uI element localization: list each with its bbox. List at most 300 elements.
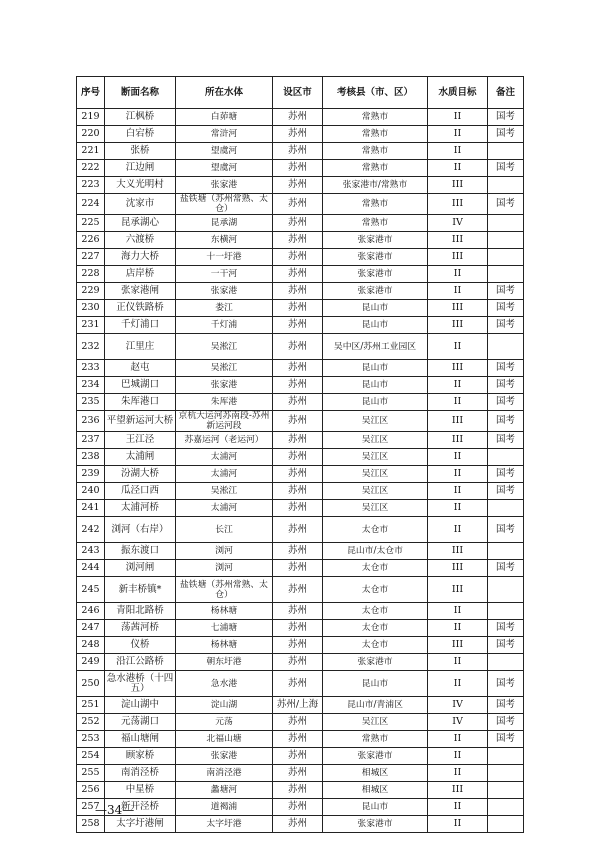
cell-county: 张家港市 xyxy=(323,283,428,300)
table-row xyxy=(77,143,524,160)
cell-note: 国考 xyxy=(488,432,524,449)
cell-city: 苏州 xyxy=(273,143,323,160)
cell-city: 苏州 xyxy=(273,215,323,232)
cell-county: 昆山市 xyxy=(323,360,428,377)
cell-section-name: 振东渡口 xyxy=(105,543,176,560)
cell-county: 昆山市 xyxy=(323,300,428,317)
table-row xyxy=(77,731,524,748)
cell-water-body: 朝东圩港 xyxy=(176,654,273,671)
cell-quality-target: III xyxy=(428,194,488,215)
cell-no: 220 xyxy=(77,126,105,143)
cell-county: 太仓市 xyxy=(323,577,428,603)
cell-quality-target: II xyxy=(428,671,488,697)
cell-quality-target: II xyxy=(428,483,488,500)
cell-no: 231 xyxy=(77,317,105,334)
cell-water-body: 太浦河 xyxy=(176,466,273,483)
cell-water-body: 张家港 xyxy=(176,283,273,300)
cell-no: 255 xyxy=(77,765,105,782)
cell-quality-target: II xyxy=(428,731,488,748)
cell-county: 吴江区 xyxy=(323,466,428,483)
cell-water-body: 北福山塘 xyxy=(176,731,273,748)
cell-section-name: 新开泾桥 xyxy=(105,799,176,816)
cell-city: 苏州 xyxy=(273,782,323,799)
cell-quality-target: II xyxy=(428,334,488,360)
cell-water-body: 娄江 xyxy=(176,300,273,317)
table-row xyxy=(77,194,524,215)
cell-no: 256 xyxy=(77,782,105,799)
cell-note xyxy=(488,232,524,249)
page-number: —34— xyxy=(95,803,135,817)
cell-no: 237 xyxy=(77,432,105,449)
cell-quality-target: II xyxy=(428,126,488,143)
cell-city: 苏州 xyxy=(273,816,323,833)
cell-no: 247 xyxy=(77,620,105,637)
cell-county: 吴江区 xyxy=(323,432,428,449)
table-row xyxy=(77,432,524,449)
cell-water-body: 一干河 xyxy=(176,266,273,283)
cell-note: 国考 xyxy=(488,411,524,432)
cell-note xyxy=(488,816,524,833)
cell-water-body: 七浦塘 xyxy=(176,620,273,637)
cell-water-body: 昆承湖 xyxy=(176,215,273,232)
cell-no: 245 xyxy=(77,577,105,603)
cell-note: 国考 xyxy=(488,697,524,714)
cell-no: 254 xyxy=(77,748,105,765)
cell-county: 昆山市/太仓市 xyxy=(323,543,428,560)
table-row xyxy=(77,249,524,266)
cell-quality-target: III xyxy=(428,317,488,334)
cell-quality-target: II xyxy=(428,799,488,816)
cell-note xyxy=(488,765,524,782)
cell-city: 苏州 xyxy=(273,411,323,432)
cell-county: 张家港市 xyxy=(323,249,428,266)
cell-note: 国考 xyxy=(488,377,524,394)
cell-section-name: 太浦闸 xyxy=(105,449,176,466)
cell-county: 吴中区/苏州工业园区 xyxy=(323,334,428,360)
cell-county: 常熟市 xyxy=(323,126,428,143)
table-row xyxy=(77,782,524,799)
cell-quality-target: II xyxy=(428,283,488,300)
cell-quality-target: II xyxy=(428,160,488,177)
cell-no: 222 xyxy=(77,160,105,177)
cell-quality-target: II xyxy=(428,748,488,765)
cell-note: 国考 xyxy=(488,483,524,500)
cell-no: 257 xyxy=(77,799,105,816)
cell-quality-target: III xyxy=(428,249,488,266)
cell-quality-target: II xyxy=(428,620,488,637)
cell-section-name: 赵屯 xyxy=(105,360,176,377)
cell-water-body: 东横河 xyxy=(176,232,273,249)
cell-section-name: 正仪铁路桥 xyxy=(105,300,176,317)
cell-water-body: 千灯浦 xyxy=(176,317,273,334)
table-body xyxy=(77,109,524,833)
cell-water-body: 张家港 xyxy=(176,377,273,394)
cell-city: 苏州 xyxy=(273,543,323,560)
table-row xyxy=(77,394,524,411)
cell-quality-target: II xyxy=(428,266,488,283)
cell-city: 苏州 xyxy=(273,714,323,731)
cell-city: 苏州 xyxy=(273,266,323,283)
cell-quality-target: III xyxy=(428,432,488,449)
cell-city: 苏州 xyxy=(273,249,323,266)
cell-no: 252 xyxy=(77,714,105,731)
cell-water-body: 浏河 xyxy=(176,543,273,560)
cell-note: 国考 xyxy=(488,466,524,483)
cell-county: 吴江区 xyxy=(323,449,428,466)
cell-section-name: 海力大桥 xyxy=(105,249,176,266)
cell-note xyxy=(488,143,524,160)
cell-city: 苏州 xyxy=(273,560,323,577)
cell-section-name: 中星桥 xyxy=(105,782,176,799)
header-city: 设区市 xyxy=(273,77,323,109)
cell-no: 228 xyxy=(77,266,105,283)
cell-water-body: 白茆塘 xyxy=(176,109,273,126)
cell-no: 246 xyxy=(77,603,105,620)
cell-quality-target: II xyxy=(428,377,488,394)
cell-water-body: 常浒河 xyxy=(176,126,273,143)
cell-section-name: 朱厍港口 xyxy=(105,394,176,411)
cell-section-name: 淀山湖中 xyxy=(105,697,176,714)
cell-section-name: 巴城湖口 xyxy=(105,377,176,394)
cell-section-name: 瓜泾口西 xyxy=(105,483,176,500)
cell-section-name: 浏河闸 xyxy=(105,560,176,577)
table-row xyxy=(77,765,524,782)
cell-section-name: 福山塘闸 xyxy=(105,731,176,748)
cell-note: 国考 xyxy=(488,517,524,543)
cell-section-name: 荡茜河桥 xyxy=(105,620,176,637)
table-row xyxy=(77,232,524,249)
cell-county: 常熟市 xyxy=(323,194,428,215)
cell-city: 苏州 xyxy=(273,300,323,317)
cell-county: 张家港市 xyxy=(323,748,428,765)
cell-no: 219 xyxy=(77,109,105,126)
table-row xyxy=(77,215,524,232)
cell-quality-target: III xyxy=(428,637,488,654)
cell-section-name: 白宕桥 xyxy=(105,126,176,143)
cell-section-name: 沈家市 xyxy=(105,194,176,215)
cell-quality-target: II xyxy=(428,654,488,671)
cell-note: 国考 xyxy=(488,360,524,377)
cell-city: 苏州 xyxy=(273,620,323,637)
cell-county: 昆山市 xyxy=(323,394,428,411)
cell-section-name: 六渡桥 xyxy=(105,232,176,249)
cell-no: 230 xyxy=(77,300,105,317)
cell-no: 234 xyxy=(77,377,105,394)
cell-quality-target: IV xyxy=(428,714,488,731)
table-row xyxy=(77,449,524,466)
cell-city: 苏州 xyxy=(273,394,323,411)
cell-section-name: 平望新运河大桥 xyxy=(105,411,176,432)
cell-city: 苏州 xyxy=(273,748,323,765)
cell-water-body: 杨林塘 xyxy=(176,603,273,620)
cell-note: 国考 xyxy=(488,560,524,577)
cell-quality-target: II xyxy=(428,466,488,483)
cell-note: 国考 xyxy=(488,394,524,411)
cell-city: 苏州 xyxy=(273,765,323,782)
cell-quality-target: III xyxy=(428,300,488,317)
cell-section-name: 青阳北路桥 xyxy=(105,603,176,620)
cell-note: 国考 xyxy=(488,620,524,637)
cell-no: 244 xyxy=(77,560,105,577)
cell-city: 苏州 xyxy=(273,317,323,334)
table-row xyxy=(77,697,524,714)
cell-no: 235 xyxy=(77,394,105,411)
cell-water-body: 杨林塘 xyxy=(176,637,273,654)
cell-water-body: 朱厍港 xyxy=(176,394,273,411)
cell-county: 昆山市 xyxy=(323,317,428,334)
table-row xyxy=(77,126,524,143)
cell-county: 张家港市/常熟市 xyxy=(323,177,428,194)
cell-section-name: 浏河（右岸） xyxy=(105,517,176,543)
cell-section-name: 沿江公路桥 xyxy=(105,654,176,671)
cell-city: 苏州 xyxy=(273,232,323,249)
table-row xyxy=(77,334,524,360)
cell-water-body: 元荡 xyxy=(176,714,273,731)
cell-section-name: 千灯浦口 xyxy=(105,317,176,334)
cell-county: 张家港市 xyxy=(323,232,428,249)
cell-county: 相城区 xyxy=(323,782,428,799)
cell-no: 233 xyxy=(77,360,105,377)
table-row xyxy=(77,577,524,603)
cell-water-body: 吴淞江 xyxy=(176,360,273,377)
cell-quality-target: II xyxy=(428,394,488,411)
cell-county: 吴江区 xyxy=(323,500,428,517)
table-row xyxy=(77,543,524,560)
cell-note: 国考 xyxy=(488,194,524,215)
cell-no: 226 xyxy=(77,232,105,249)
cell-water-body: 张家港 xyxy=(176,748,273,765)
cell-city: 苏州 xyxy=(273,517,323,543)
table-row xyxy=(77,177,524,194)
cell-county: 吴江区 xyxy=(323,714,428,731)
cell-note xyxy=(488,177,524,194)
table-row xyxy=(77,560,524,577)
cell-quality-target: III xyxy=(428,560,488,577)
cell-city: 苏州 xyxy=(273,109,323,126)
cell-city: 苏州 xyxy=(273,432,323,449)
cell-county: 张家港市 xyxy=(323,654,428,671)
cell-section-name: 太字圩港闸 xyxy=(105,816,176,833)
cell-water-body: 淀山湖 xyxy=(176,697,273,714)
cell-quality-target: II xyxy=(428,765,488,782)
cell-quality-target: III xyxy=(428,232,488,249)
table-row xyxy=(77,748,524,765)
table-row xyxy=(77,517,524,543)
cell-county: 常熟市 xyxy=(323,731,428,748)
cell-no: 224 xyxy=(77,194,105,215)
cell-city: 苏州 xyxy=(273,603,323,620)
cell-note: 国考 xyxy=(488,317,524,334)
cell-water-body: 望虞河 xyxy=(176,143,273,160)
cell-section-name: 王江泾 xyxy=(105,432,176,449)
cell-note xyxy=(488,334,524,360)
header-water-body: 所在水体 xyxy=(176,77,273,109)
cell-water-body: 太浦河 xyxy=(176,500,273,517)
cell-city: 苏州 xyxy=(273,466,323,483)
cell-city: 苏州 xyxy=(273,654,323,671)
cell-county: 太仓市 xyxy=(323,620,428,637)
cell-section-name: 店岸桥 xyxy=(105,266,176,283)
cell-no: 253 xyxy=(77,731,105,748)
cell-note: 国考 xyxy=(488,300,524,317)
cell-note: 国考 xyxy=(488,160,524,177)
cell-note: 国考 xyxy=(488,714,524,731)
cell-note xyxy=(488,449,524,466)
cell-no: 229 xyxy=(77,283,105,300)
cell-quality-target: II xyxy=(428,816,488,833)
cell-water-body: 苏嘉运河（老运河） xyxy=(176,432,273,449)
table-row xyxy=(77,377,524,394)
table-row xyxy=(77,266,524,283)
cell-section-name: 南消泾桥 xyxy=(105,765,176,782)
cell-quality-target: III xyxy=(428,360,488,377)
cell-section-name: 大义光明村 xyxy=(105,177,176,194)
cell-quality-target: II xyxy=(428,603,488,620)
cell-city: 苏州 xyxy=(273,449,323,466)
table-row xyxy=(77,654,524,671)
cell-water-body: 太字圩港 xyxy=(176,816,273,833)
cell-county: 常熟市 xyxy=(323,160,428,177)
cell-section-name: 张家港闸 xyxy=(105,283,176,300)
cell-water-body: 急水港 xyxy=(176,671,273,697)
table-row xyxy=(77,466,524,483)
table-row xyxy=(77,283,524,300)
cell-note xyxy=(488,799,524,816)
cell-no: 241 xyxy=(77,500,105,517)
cell-county: 太仓市 xyxy=(323,603,428,620)
cell-water-body: 太浦河 xyxy=(176,449,273,466)
table-row xyxy=(77,483,524,500)
cell-water-body: 吴淞江 xyxy=(176,483,273,500)
cell-county: 太仓市 xyxy=(323,560,428,577)
header-section-name: 断面名称 xyxy=(105,77,176,109)
cell-water-body: 张家港 xyxy=(176,177,273,194)
cell-section-name: 仪桥 xyxy=(105,637,176,654)
cell-note: 国考 xyxy=(488,731,524,748)
cell-city: 苏州 xyxy=(273,126,323,143)
cell-quality-target: II xyxy=(428,109,488,126)
cell-no: 258 xyxy=(77,816,105,833)
cell-note xyxy=(488,748,524,765)
cell-note: 国考 xyxy=(488,109,524,126)
cell-city: 苏州 xyxy=(273,731,323,748)
cell-quality-target: III xyxy=(428,177,488,194)
cell-section-name: 江枫桥 xyxy=(105,109,176,126)
cell-no: 223 xyxy=(77,177,105,194)
cell-quality-target: III xyxy=(428,411,488,432)
cell-quality-target: II xyxy=(428,517,488,543)
cell-section-name: 江里庄 xyxy=(105,334,176,360)
table-row xyxy=(77,109,524,126)
cell-city: 苏州 xyxy=(273,177,323,194)
cell-city: 苏州 xyxy=(273,283,323,300)
header-no: 序号 xyxy=(77,77,105,109)
cell-quality-target: II xyxy=(428,449,488,466)
table-row xyxy=(77,799,524,816)
cell-no: 227 xyxy=(77,249,105,266)
cell-quality-target: III xyxy=(428,543,488,560)
cell-county: 昆山市 xyxy=(323,671,428,697)
cell-no: 221 xyxy=(77,143,105,160)
table-row xyxy=(77,714,524,731)
cell-no: 225 xyxy=(77,215,105,232)
table-row xyxy=(77,360,524,377)
cell-county: 常熟市 xyxy=(323,215,428,232)
cell-city: 苏州 xyxy=(273,160,323,177)
cell-county: 张家港市 xyxy=(323,816,428,833)
cell-no: 238 xyxy=(77,449,105,466)
cell-no: 251 xyxy=(77,697,105,714)
cell-note xyxy=(488,249,524,266)
cell-note xyxy=(488,266,524,283)
cell-county: 太仓市 xyxy=(323,517,428,543)
cell-water-body: 吴淞江 xyxy=(176,334,273,360)
cell-section-name: 急水港桥（十四五） xyxy=(105,671,176,697)
cell-quality-target: IV xyxy=(428,697,488,714)
cell-water-body: 京杭大运河苏南段-苏州新运河段 xyxy=(176,411,273,432)
cell-no: 240 xyxy=(77,483,105,500)
cell-city: 苏州 xyxy=(273,577,323,603)
cell-water-body: 浏河 xyxy=(176,560,273,577)
cell-no: 250 xyxy=(77,671,105,697)
cell-county: 相城区 xyxy=(323,765,428,782)
cell-city: 苏州 xyxy=(273,483,323,500)
cell-section-name: 张桥 xyxy=(105,143,176,160)
cell-section-name: 太浦河桥 xyxy=(105,500,176,517)
cell-quality-target: III xyxy=(428,577,488,603)
cell-water-body: 盐铁塘（苏州常熟、太仓） xyxy=(176,577,273,603)
table-row xyxy=(77,816,524,833)
cell-note: 国考 xyxy=(488,283,524,300)
header-county: 考核县（市、区） xyxy=(323,77,428,109)
cell-note: 国考 xyxy=(488,671,524,697)
cell-note: 国考 xyxy=(488,637,524,654)
cell-city: 苏州 xyxy=(273,377,323,394)
cell-section-name: 江边闸 xyxy=(105,160,176,177)
cell-note xyxy=(488,782,524,799)
cell-city: 苏州 xyxy=(273,194,323,215)
cell-water-body: 蠡塘河 xyxy=(176,782,273,799)
cell-city: 苏州 xyxy=(273,500,323,517)
cell-county: 张家港市 xyxy=(323,266,428,283)
cell-water-body: 十一圩港 xyxy=(176,249,273,266)
cell-no: 248 xyxy=(77,637,105,654)
cell-water-body: 长江 xyxy=(176,517,273,543)
cell-quality-target: II xyxy=(428,143,488,160)
cell-county: 昆山市/青浦区 xyxy=(323,697,428,714)
cell-county: 常熟市 xyxy=(323,109,428,126)
table-header-row xyxy=(77,77,524,109)
cell-quality-target: IV xyxy=(428,215,488,232)
cell-water-body: 南消泾港 xyxy=(176,765,273,782)
table-row xyxy=(77,411,524,432)
table-row xyxy=(77,160,524,177)
table-row xyxy=(77,300,524,317)
cell-no: 236 xyxy=(77,411,105,432)
cell-section-name: 元荡湖口 xyxy=(105,714,176,731)
cell-quality-target: III xyxy=(428,782,488,799)
cell-county: 太仓市 xyxy=(323,637,428,654)
cell-city: 苏州 xyxy=(273,360,323,377)
header-note: 备注 xyxy=(488,77,524,109)
cell-county: 昆山市 xyxy=(323,799,428,816)
header-quality-target: 水质目标 xyxy=(428,77,488,109)
cell-city: 苏州 xyxy=(273,799,323,816)
cell-section-name: 新丰桥镇* xyxy=(105,577,176,603)
water-quality-table xyxy=(76,76,524,833)
cell-water-body: 盐铁塘（苏州常熟、太仓） xyxy=(176,194,273,215)
table-row xyxy=(77,500,524,517)
